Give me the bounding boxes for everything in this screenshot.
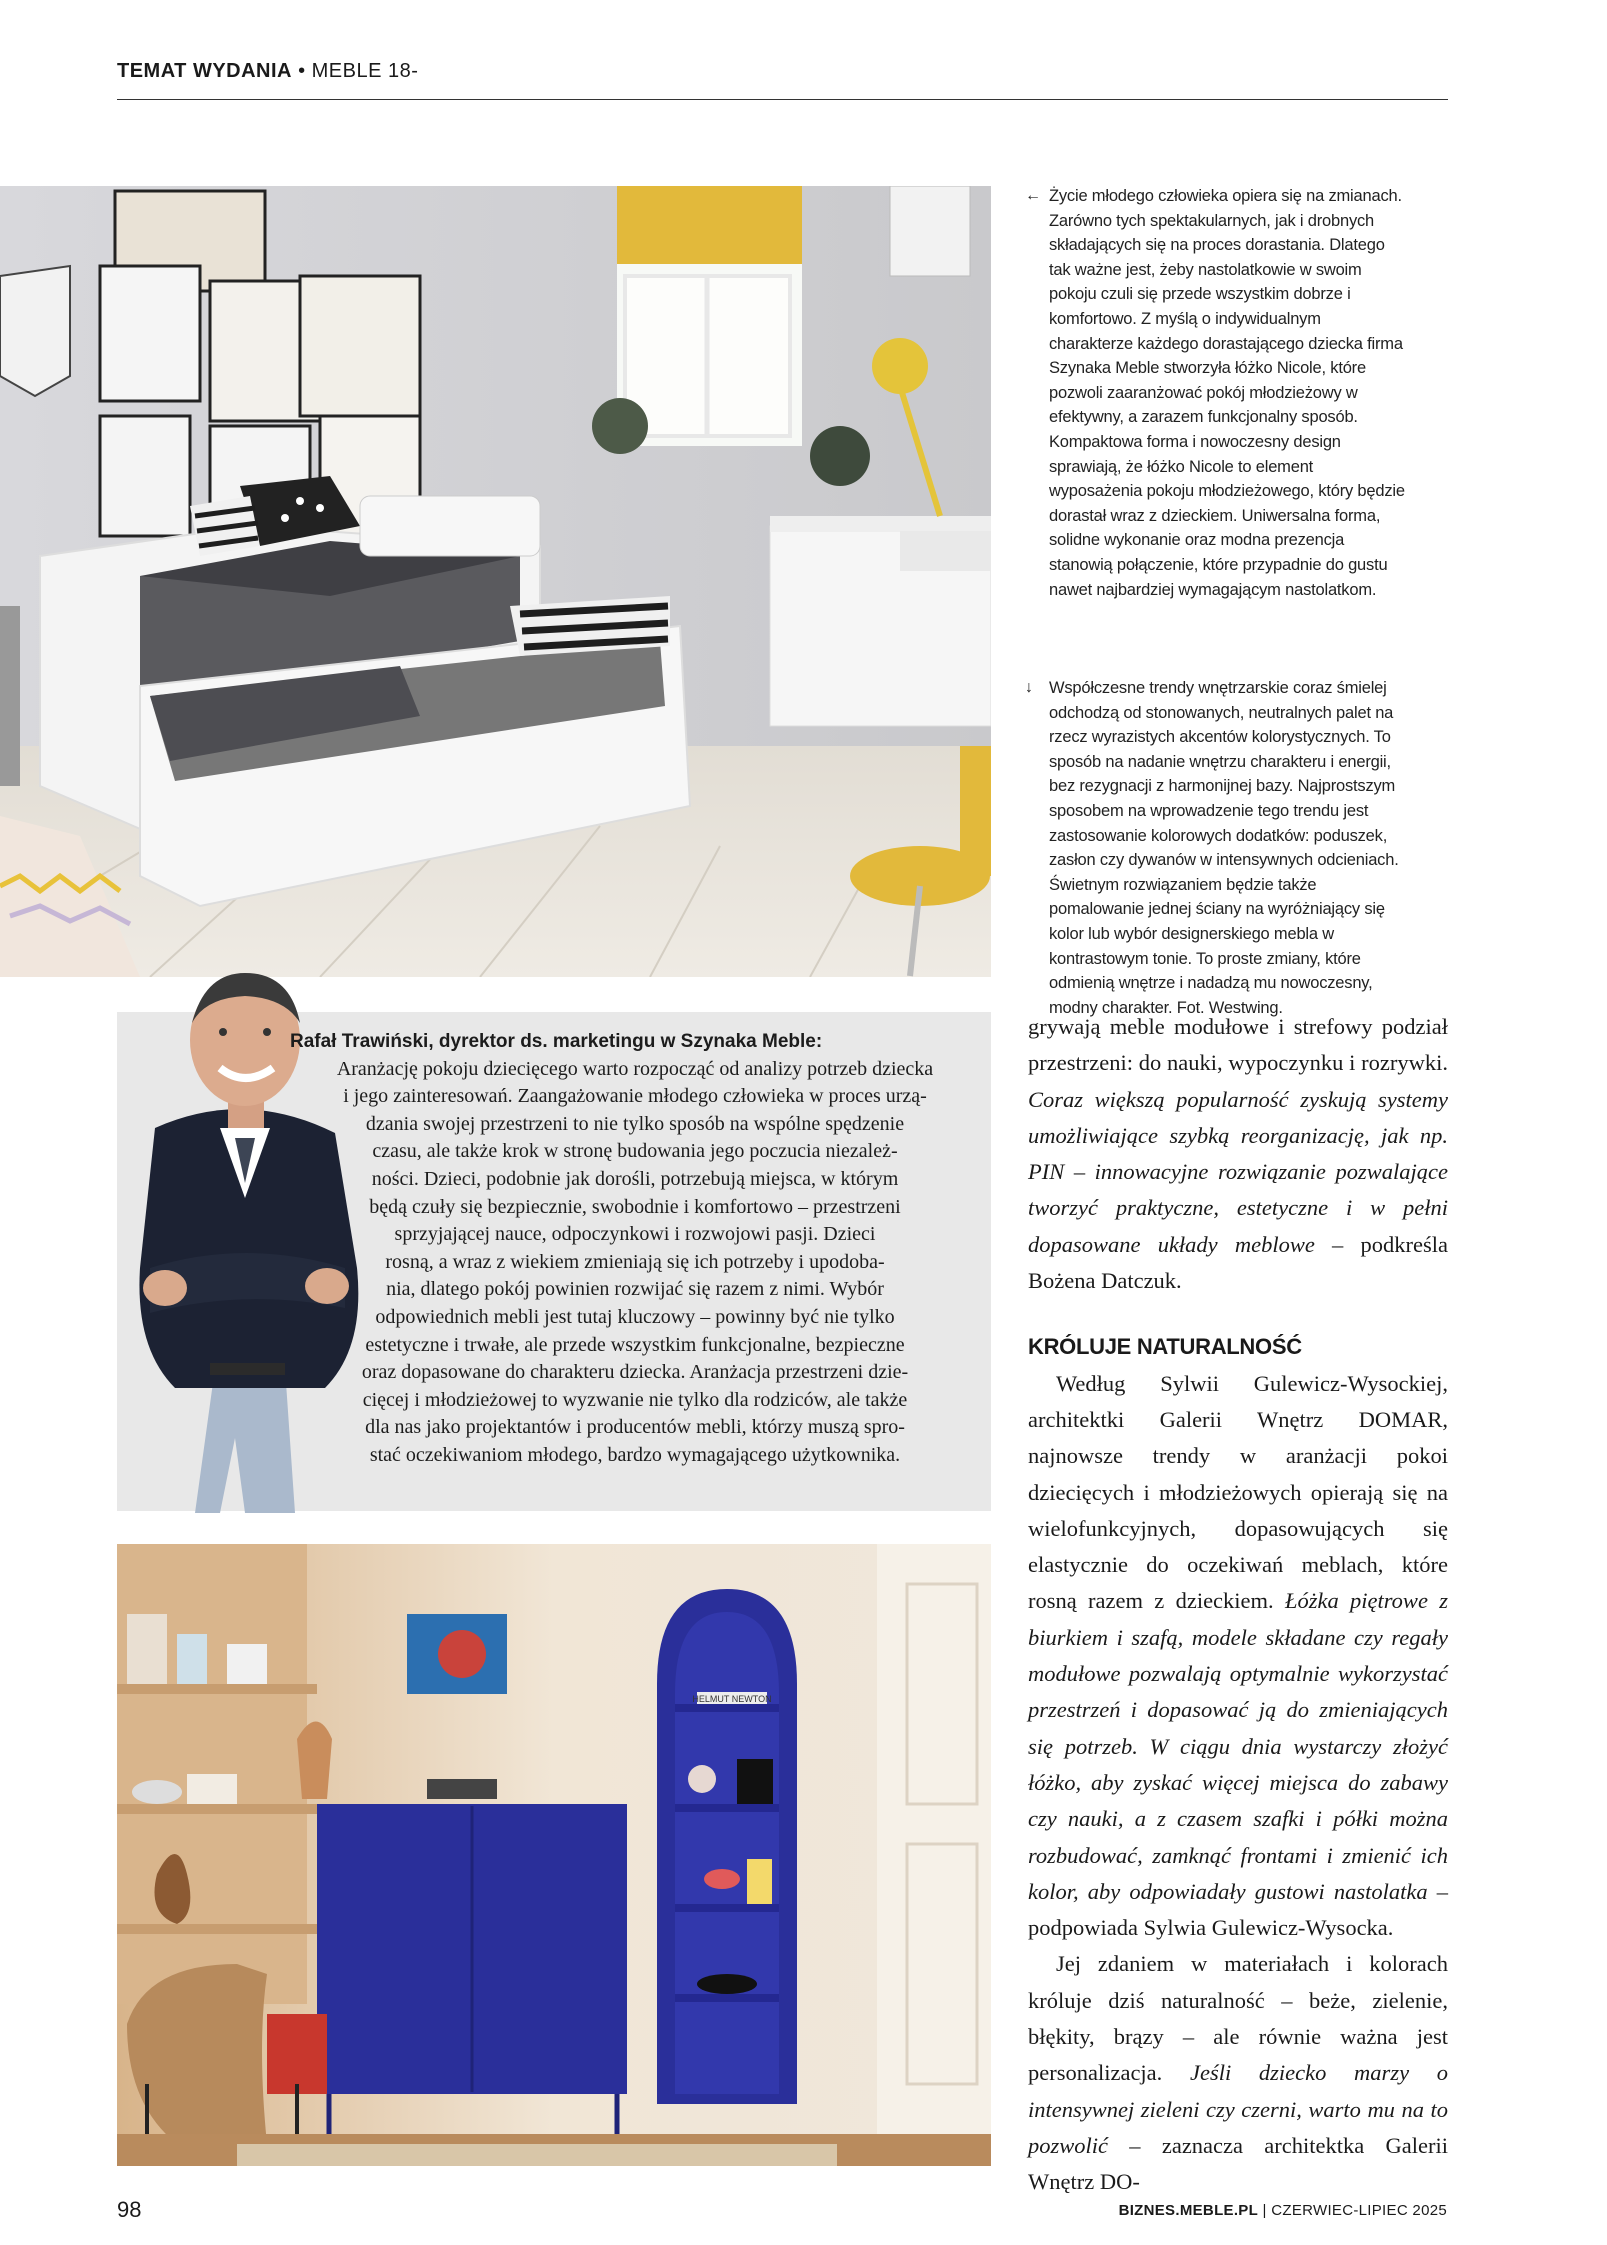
quote-line: będą czuły się bezpiecznie, swobodnie i komfortowo – przestrzeni [369, 1195, 901, 1218]
footer-issue: CZERWIEC-LIPIEC 2025 [1271, 2202, 1447, 2219]
paragraph-2 [1028, 1366, 1448, 1947]
paragraph-3-quote: Jeśli dziecko marzy o intensywnej zieleni czy czerni, warto mu na to pozwolić [1028, 2060, 1448, 2158]
footer-info [1119, 2202, 1447, 2219]
quote-speaker: Rafał Trawiński, dyrektor ds. marketingu w Szynaka Meble: [290, 1031, 823, 1052]
paragraph-1 [1028, 1009, 1448, 1299]
quote-line: cięcej i młodzieżowej to wyzwanie nie tylko dla rodziców, ale także [362, 1388, 908, 1411]
caption-bottom-text: Współczesne trendy wnętrzarskie coraz śmielej odchodzą od stonowanych, neutralnych palet na rzecz wyrazistych akcentów kolorystycznych. To sposób na nadanie wnętrzu charakteru i energii, bez rezygnacji z harmonijnej bazy. Najprostszym sposobem na wprowadzenie tego trendu jest zastosowanie kolorowych dodatków: poduszek, zasłon czy dywanów w intensywnych odcieniach. Świetnym rozwiązaniem będzie także pomalowanie jednej ściany na wyróżniający się kolor lub wybór designerskiego mebla w kontrastowym tonie. To proste zmiany, które odmienią wnętrze i nadadzą mu nowoczesny, modny charakter. Fot. Westwing. [1049, 679, 1399, 1017]
caption-top [1025, 184, 1409, 602]
header-subsection: MEBLE 18- [311, 60, 419, 82]
quote-line: rosną, a wraz z wiekiem zmieniają się ich potrzeby i upodoba- [385, 1250, 885, 1273]
running-header [117, 60, 418, 83]
caption-top-text: Życie młodego człowieka opiera się na zmianach. Zarówno tych spektakularnych, jak i drobnych składających się na proces dorastania. Dlatego tak ważne jest, żeby nastolatkowie w swoim pokoju czuli się przede wszystkim dobrze i komfortowo. Z myślą o indywidualnym charakterze każdego dorastającego dziecka firma Szynaka Meble stworzyła łóżko Nicole, które pozwoli zaaranżować pokój młodzieżowy w efektywny, a zarazem funkcjonalny sposób. Kompaktowa forma i nowoczesny design sprawiają, że łóżko Nicole to element wyposażenia pokoju młodzieżowego, który będzie dorastał wraz z dzieckiem. Uniwersalna forma, solidne wykonanie oraz modna prezencja stanowią połączenie, które przypadnie do gustu nawet najbardziej wymagającym nastolatkom. [1049, 187, 1405, 599]
quote-line: czasu, ale także krok w stronę budowania jego poczucia niezależ- [372, 1140, 898, 1163]
quote-line: nia, dlatego pokój powinien rozwijać się razem z nimi. Wybór [386, 1278, 884, 1301]
arrow-down-icon: ↓ [1025, 679, 1033, 696]
quote-lines [290, 1056, 980, 1470]
quote-line: sprzyjającej nauce, odpoczynkowi i rozwojowi pasji. Dzieci [394, 1223, 876, 1246]
paragraph-3 [1028, 1946, 1448, 2200]
article-column [1028, 1009, 1448, 2201]
quote-line: estetyczne i trwałe, ale przede wszystkim funkcjonalne, bezpieczne [365, 1333, 905, 1356]
paragraph-3-text-c: – zaznacza architektka Galerii Wnętrz DO- [1028, 2132, 1448, 2195]
paragraph-1-quote: Coraz większą popularność zyskują systemy umożliwiające szybką reorganizację, jak np. PIN – innowacyjne rozwiązanie pozwalające tworzyć praktyczne, estetyczne i w pełni dopasowane układy meblowe [1028, 1086, 1448, 1257]
quote-line: i jego zainteresowań. Zaangażowanie młodego człowieka w proces urzą- [343, 1085, 927, 1108]
arrow-left-icon: ← [1025, 187, 1041, 204]
header-rule [117, 99, 1448, 100]
paragraph-1-text-c: – podkreśla Bożena Datczuk. [1028, 1231, 1448, 1294]
quote-line: ności. Dzieci, podobnie jak dorośli, potrzebują miejsca, w którym [371, 1167, 899, 1190]
footer-separator: | [1262, 2202, 1267, 2219]
quote-text [290, 1028, 980, 1470]
header-bullet: • [298, 60, 306, 82]
quote-line: odpowiednich mebli jest tutaj kluczowy – powinny być nie tylko [375, 1305, 895, 1328]
paragraph-1-text-a: grywają meble modułowe i strefowy podział przestrzeni: do nauki, wypoczynku i rozrywki. [1028, 1014, 1448, 1076]
caption-bottom [1025, 676, 1409, 1020]
paragraph-2-quote: Łóżka piętrowe z biurkiem i szafą, modele składane czy regały modułowe pozwalają optymalnie wykorzystać przestrzeń i dopasować ją do zmieniających się potrzeb. W ciągu dnia wystarczy złożyć łóżko, aby zyskać więcej miejsca do zabawy czy nauki, a z czasem szafki i półki można rozbudować, zamknąć frontami i zmienić ich kolor, aby odpowiadały gustowi nastolatka [1028, 1588, 1448, 1904]
quote-line: Aranżację pokoju dziecięcego warto rozpocząć od analizy potrzeb dziecka [336, 1057, 934, 1080]
footer-site: BIZNES.MEBLE.PL [1118, 2202, 1259, 2219]
header-section: TEMAT WYDANIA [117, 60, 292, 82]
paragraph-3-text-a: Jej zdaniem w materiałach i kolorach króluje dziś naturalność – beże, zielenie, błękity, brązy – ale równie ważna jest personalizacja. [1028, 1951, 1448, 2086]
quote-line: oraz dopasowane do charakteru dziecka. Aranżacja przestrzeni dzie- [361, 1361, 909, 1384]
blue-cabinet-photo [117, 1544, 991, 2166]
paragraph-2-text-c: – podpowiada Sylwia Gulewicz-Wysocka. [1028, 1878, 1448, 1941]
section-heading: KRÓLUJE NATURALNOŚĆ [1028, 1334, 1302, 1360]
bedroom-photo [0, 186, 991, 977]
book-spine-label: HELMUT NEWTON [692, 1694, 772, 1704]
quote-line: dzania swojej przestrzeni to nie tylko sposób na wspólne spędzenie [365, 1112, 905, 1135]
page-number: 98 [117, 2197, 142, 2222]
quote-line: stać oczekiwaniom młodego, bardzo wymagającego użytkownika. [369, 1443, 901, 1466]
quote-line: dla nas jako projektantów i producentów mebli, którzy muszą spro- [365, 1416, 905, 1439]
paragraph-2-text-a: Według Sylwii Gulewicz-Wysockiej, architektki Galerii Wnętrz DOMAR, najnowsze trendy w aranżacji pokoi dziecięcych i młodzieżowych opierają się na wielofunkcyjnych, dopasowujących się elastycznie do oczekiwań meblach, które rosną razem z dzieckiem. [1028, 1370, 1448, 1614]
